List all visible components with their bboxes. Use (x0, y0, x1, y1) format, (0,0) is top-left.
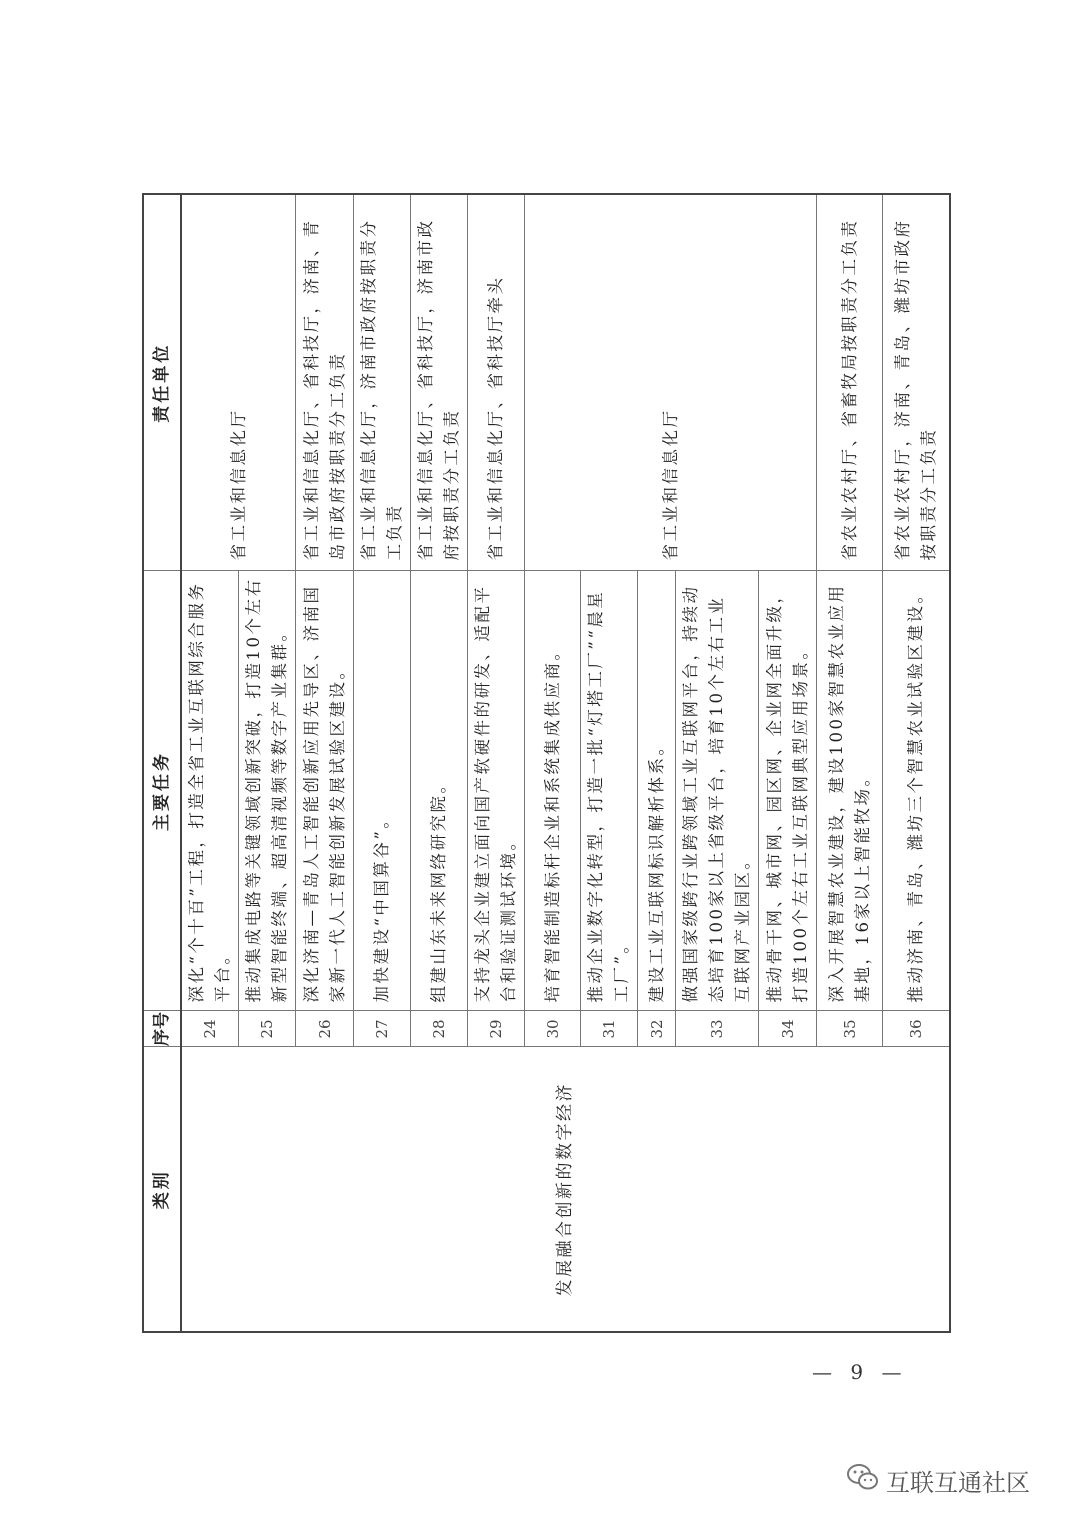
page-number: — 9 — (812, 1360, 908, 1384)
responsible-cell: 省农业农村厅，济南、青岛、潍坊市政府按职责分工负责 (883, 194, 950, 571)
row-number: 32 (638, 1011, 676, 1047)
row-number: 34 (759, 1011, 817, 1047)
responsible-cell: 省工业和信息化厅、省科技厅牵头 (468, 194, 525, 571)
row-number: 31 (581, 1011, 638, 1047)
row-number: 33 (676, 1011, 759, 1047)
task-cell: 建设工业互联网标识解析体系。 (638, 571, 676, 1011)
row-number: 30 (525, 1011, 581, 1047)
watermark-text: 互联互通社区 (886, 1468, 1030, 1497)
row-number: 27 (354, 1011, 411, 1047)
task-cell: 推动济南、青岛、潍坊三个智慧农业试验区建设。 (883, 571, 950, 1011)
responsible-cell: 省工业和信息化厅 (181, 194, 296, 571)
row-number: 28 (411, 1011, 468, 1047)
header-responsible: 责任单位 (143, 194, 181, 571)
row-number: 36 (883, 1011, 950, 1047)
task-cell: 支持龙头企业建立面向国产软硬件的研发、适配平台和验证测试环境。 (468, 571, 525, 1011)
category-cell: 发展融合创新的数字经济 (181, 1047, 950, 1332)
header-task: 主要任务 (143, 571, 181, 1011)
wechat-icon (846, 1462, 880, 1498)
task-cell: 培育智能制造标杆企业和系统集成供应商。 (525, 571, 581, 1011)
row-number: 35 (817, 1011, 883, 1047)
responsible-cell: 省工业和信息化厅、省科技厅，济南市政府按职责分工负责 (411, 194, 468, 571)
task-cell: 深入开展智慧农业建设，建设100家智慧农业应用基地，16家以上智能牧场。 (817, 571, 883, 1011)
task-cell: 加快建设“中国算谷”。 (354, 571, 411, 1011)
table-header-row (143, 194, 181, 1332)
task-table (142, 193, 951, 1333)
responsible-cell: 省工业和信息化厅、省科技厅，济南、青岛市政府按职责分工负责 (296, 194, 354, 571)
task-cell: 做强国家级跨行业跨领域工业互联网平台，持续动态培育100家以上省级平台，培育10个左右工业互联网产业园区。 (676, 571, 759, 1011)
header-category: 类别 (143, 1047, 181, 1332)
task-cell: 推动集成电路等关键领域创新突破，打造10个左右新型智能终端、超高清视频等数字产业集群。 (239, 571, 296, 1011)
task-cell: 深化“个十百”工程，打造全省工业互联网综合服务平台。 (181, 571, 239, 1011)
task-cell: 组建山东未来网络研究院。 (411, 571, 468, 1011)
row-number: 29 (468, 1011, 525, 1047)
task-cell: 深化济南—青岛人工智能创新应用先导区、济南国家新一代人工智能创新发展试验区建设。 (296, 571, 354, 1011)
watermark (846, 1462, 1030, 1498)
task-cell: 推动企业数字化转型，打造一批“灯塔工厂”“晨星工厂”。 (581, 571, 638, 1011)
rotated-table-container (142, 195, 940, 1333)
header-number: 序号 (143, 1011, 181, 1047)
responsible-cell: 省工业和信息化厅，济南市政府按职责分工负责 (354, 194, 411, 571)
responsible-cell: 省工业和信息化厅 (525, 194, 817, 571)
table-row (181, 194, 239, 1332)
row-number: 26 (296, 1011, 354, 1047)
responsible-cell: 省农业农村厅、省畜牧局按职责分工负责 (817, 194, 883, 571)
task-cell: 推动骨干网、城市网、园区网、企业网全面升级，打造100个左右工业互联网典型应用场景。 (759, 571, 817, 1011)
row-number: 25 (239, 1011, 296, 1047)
row-number: 24 (181, 1011, 239, 1047)
